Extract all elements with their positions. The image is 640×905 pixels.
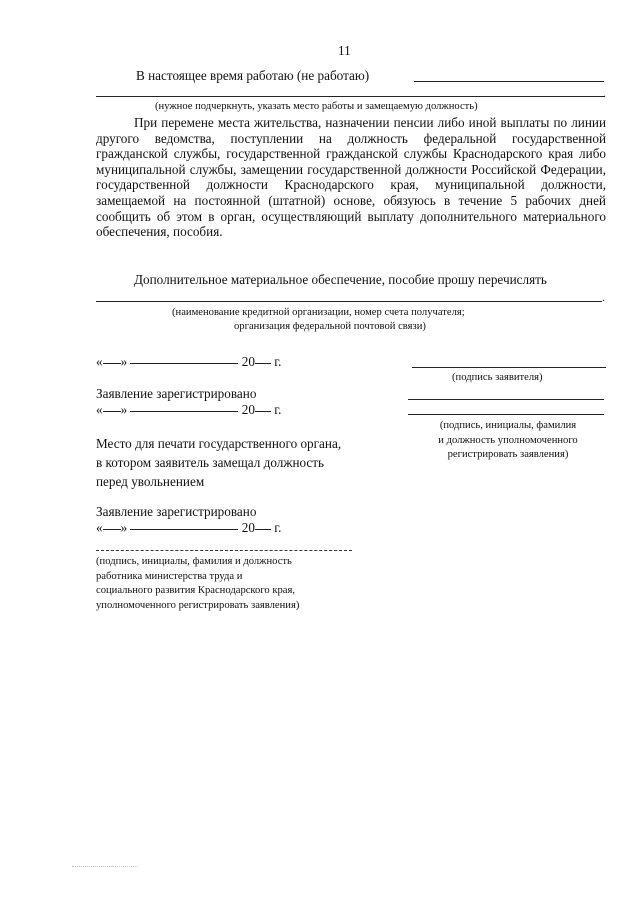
day-field[interactable]	[103, 411, 121, 412]
ministry-signature-field[interactable]	[96, 550, 352, 551]
stamp-place	[96, 434, 341, 491]
field-end-dot: .	[602, 290, 605, 304]
work-status-label: В настоящее время работаю (не работаю)	[136, 68, 370, 83]
ministry-note-line-4: уполномоченного регистрировать заявления)	[96, 599, 300, 611]
year-suffix: г.	[274, 354, 282, 369]
registered-label-2: Заявление зарегистрировано	[96, 504, 257, 519]
month-field[interactable]	[130, 363, 238, 364]
ministry-note-line-2: работника министерства труда и	[96, 570, 243, 582]
work-place-field-second-line[interactable]	[96, 96, 604, 97]
official-signature-field-second-line[interactable]	[408, 414, 604, 415]
month-field[interactable]	[130, 411, 238, 412]
close-quote: »	[120, 354, 128, 369]
ministry-note-line-1: (подпись, инициалы, фамилия и должность	[96, 556, 292, 567]
ministry-note	[96, 555, 299, 613]
stamp-place-line-2: в котором заявитель замещал должность	[96, 455, 325, 470]
applicant-signature-note: (подпись заявителя)	[452, 372, 543, 383]
year-field[interactable]	[255, 411, 271, 412]
field-end-dot: .	[603, 86, 606, 100]
stamp-place-line-3: перед увольнением	[96, 474, 205, 489]
registration-date-1	[96, 402, 281, 418]
stamp-place-line-1: Место для печати государственного органа,	[96, 436, 342, 451]
year-suffix: г.	[274, 402, 282, 417]
official-note-line-1: (подпись, инициалы, фамилия	[439, 420, 577, 431]
transfer-note-line-1: (наименование кредитной организации, номер счета получателя;	[172, 307, 465, 318]
official-note-line-3: регистрировать заявления)	[447, 449, 569, 460]
year-prefix: 20	[241, 402, 255, 417]
official-note	[410, 419, 606, 463]
year-prefix: 20	[241, 354, 255, 369]
transfer-note-line-2: организация федеральной почтовой связи)	[234, 321, 426, 332]
application-date	[96, 354, 281, 370]
open-quote: «	[96, 520, 103, 535]
open-quote: «	[96, 354, 103, 369]
scan-speck	[112, 866, 138, 868]
registration-date-2	[96, 520, 281, 536]
ministry-note-line-3: социального развития Краснодарского края,	[96, 585, 296, 596]
work-place-field[interactable]	[414, 81, 604, 82]
official-note-line-2: и должность уполномоченного	[438, 434, 578, 446]
scan-speck	[72, 866, 112, 868]
page-number: 11	[338, 43, 351, 58]
close-quote: »	[120, 402, 128, 417]
year-suffix: г.	[274, 520, 282, 535]
open-quote: «	[96, 402, 103, 417]
applicant-signature-field[interactable]	[412, 367, 606, 368]
registered-label-1: Заявление зарегистрировано	[96, 386, 257, 401]
day-field[interactable]	[103, 529, 121, 530]
official-signature-field[interactable]	[408, 399, 604, 400]
close-quote: »	[120, 520, 128, 535]
transfer-request-text: Дополнительное материальное обеспечение, пособие прошу перечислять	[134, 272, 547, 287]
work-status-note: (нужное подчеркнуть, указать место работы и замещаемую должность)	[155, 101, 478, 112]
month-field[interactable]	[130, 529, 238, 530]
obligation-paragraph: При перемене места жительства, назначении пенсии либо иной выплаты по линии другого ведомства, поступлении на должность федеральной государственной гражданской службы, государственной гражданской службы Краснодарского края либо муниципальной службы, замещении государственной должности Российской Федерации, государственной должности Краснодарского края, муниципальной должности, замещаемой на постоянной (штатной) основе, обязуюсь в течение 5 рабочих дней сообщить об этом в орган, осуществляющий выплату дополнительного материального обеспечения, пособия.	[96, 115, 606, 240]
day-field[interactable]	[103, 363, 121, 364]
bank-details-field[interactable]	[96, 301, 602, 302]
year-field[interactable]	[255, 529, 271, 530]
year-prefix: 20	[241, 520, 255, 535]
year-field[interactable]	[255, 363, 271, 364]
